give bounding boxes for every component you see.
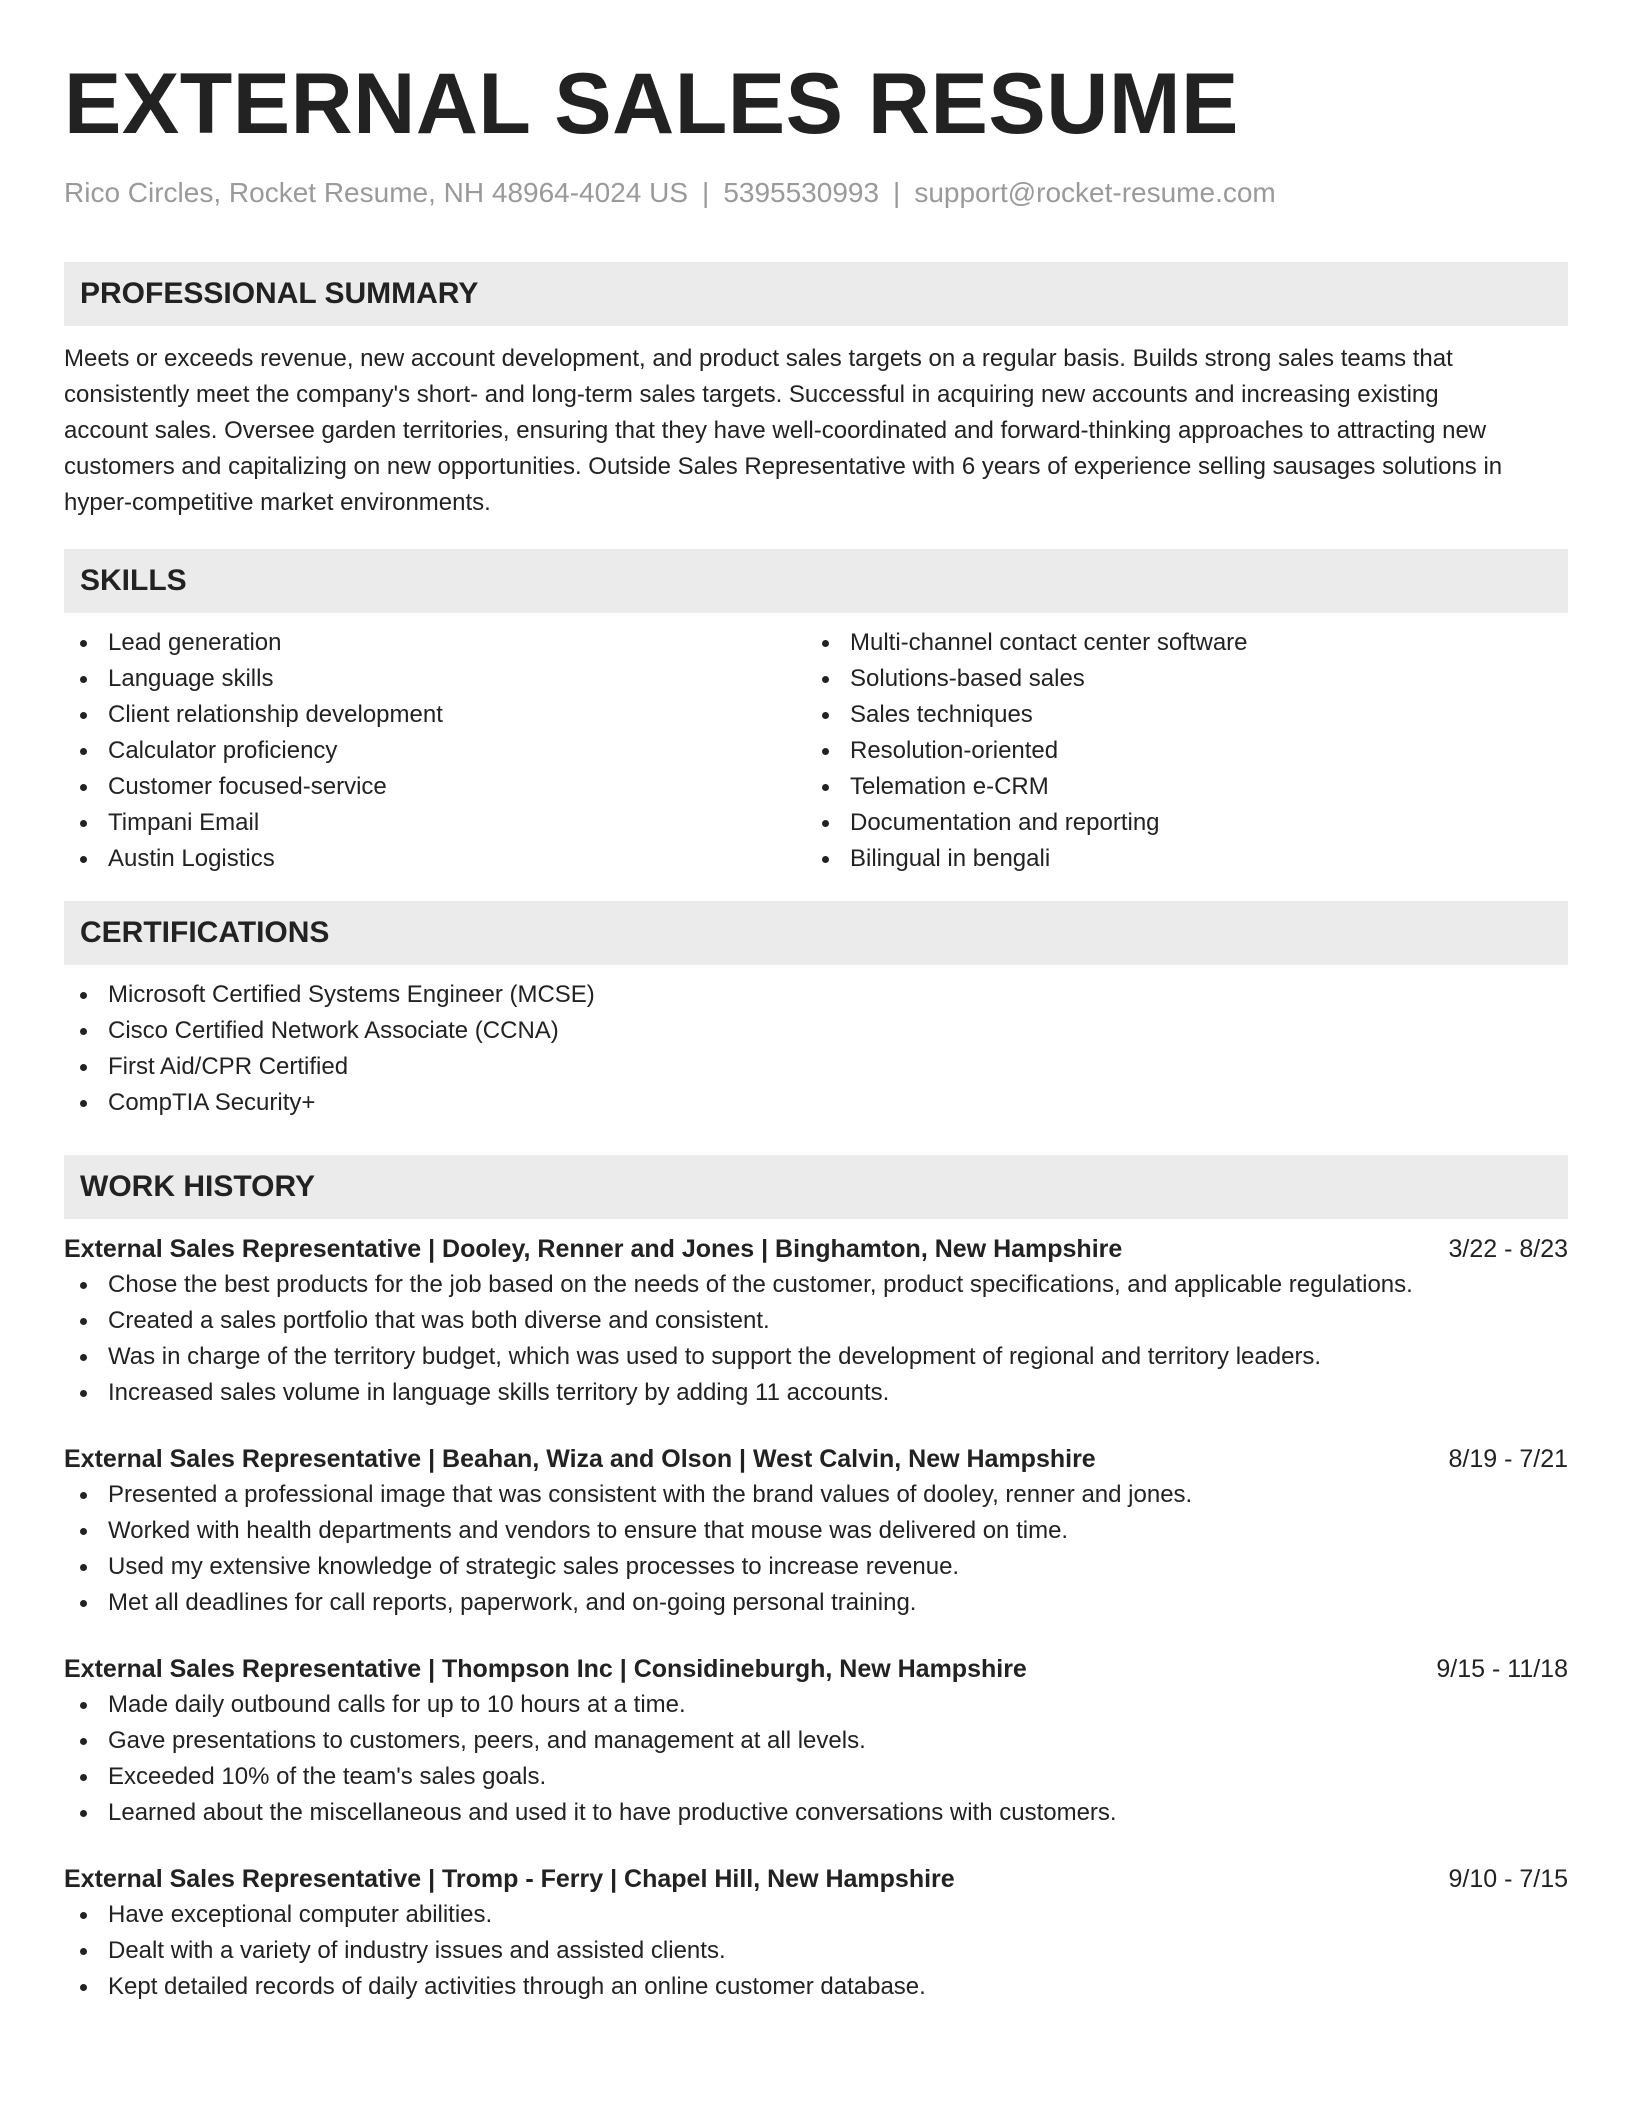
job-dates: 9/15 - 11/18 [1436,1655,1568,1683]
job-header [64,1651,1568,1687]
skill-item: Lead generation [64,625,806,661]
job-bullets [64,1477,1568,1621]
skills-column-left [64,625,806,877]
skill-item: Timpani Email [64,805,806,841]
job-dates: 9/10 - 7/15 [1448,1865,1568,1893]
skill-item: Client relationship development [64,697,806,733]
summary-line: consistently meet the company's short- and long-term sales targets. Successful in acquiring new accounts and increasing existing [64,381,1439,408]
job-header [64,1231,1568,1267]
skill-item: Bilingual in bengali [806,841,1548,877]
job-header [64,1441,1568,1477]
job-bullet: Presented a professional image that was consistent with the brand values of dooley, renner and jones. [64,1477,1568,1513]
job-bullets [64,1267,1568,1411]
contact-email: support@rocket-resume.com [914,177,1276,208]
contact-line [64,176,1568,210]
skill-item: Calculator proficiency [64,733,806,769]
skill-item: Documentation and reporting [806,805,1548,841]
resume-page [64,0,1568,2005]
certifications-heading: CERTIFICATIONS [64,901,1568,965]
job-entry [64,1861,1568,2005]
job-bullets [64,1687,1568,1831]
job-bullet: Gave presentations to customers, peers, and management at all levels. [64,1723,1568,1759]
job-entry [64,1441,1568,1621]
skills-list-right [806,625,1548,877]
skill-item: Multi-channel contact center software [806,625,1548,661]
resume-title: EXTERNAL SALES RESUME [64,56,1239,152]
job-bullet: Chose the best products for the job based on the needs of the customer, product specifications, and applicable regulations. [64,1267,1568,1303]
summary-heading: PROFESSIONAL SUMMARY [64,262,1568,326]
skill-item: Austin Logistics [64,841,806,877]
skills-columns [64,625,1568,877]
certification-item: First Aid/CPR Certified [64,1049,1568,1085]
job-title: External Sales Representative | Tromp - Ferry | Chapel Hill, New Hampshire [64,1865,955,1893]
certifications-list [64,977,1568,1121]
certification-item: Cisco Certified Network Associate (CCNA) [64,1013,1568,1049]
skill-item: Resolution-oriented [806,733,1548,769]
job-bullet: Made daily outbound calls for up to 10 hours at a time. [64,1687,1568,1723]
skill-item: Sales techniques [806,697,1548,733]
certification-item: CompTIA Security+ [64,1085,1568,1121]
contact-address: Rico Circles, Rocket Resume, NH 48964-4024 US [64,177,689,208]
job-bullet: Learned about the miscellaneous and used it to have productive conversations with customers. [64,1795,1568,1831]
job-bullet: Kept detailed records of daily activities through an online customer database. [64,1969,1568,2005]
job-bullet: Was in charge of the territory budget, which was used to support the development of regional and territory leaders. [64,1339,1568,1375]
skills-list-left [64,625,806,877]
job-bullet: Exceeded 10% of the team's sales goals. [64,1759,1568,1795]
job-entry [64,1651,1568,1831]
job-bullet: Dealt with a variety of industry issues and assisted clients. [64,1933,1568,1969]
job-bullets [64,1897,1568,2005]
work-history-heading: WORK HISTORY [64,1155,1568,1219]
skills-heading: SKILLS [64,549,1568,613]
job-bullet: Met all deadlines for call reports, paperwork, and on-going personal training. [64,1585,1568,1621]
job-bullet: Have exceptional computer abilities. [64,1897,1568,1933]
job-title: External Sales Representative | Thompson Inc | Considineburgh, New Hampshire [64,1655,1027,1683]
job-header [64,1861,1568,1897]
skill-item: Language skills [64,661,806,697]
job-dates: 8/19 - 7/21 [1448,1445,1568,1473]
skill-item: Customer focused-service [64,769,806,805]
contact-phone: 5395530993 [723,177,880,208]
job-bullet: Used my extensive knowledge of strategic sales processes to increase revenue. [64,1549,1568,1585]
job-bullet: Increased sales volume in language skills territory by adding 11 accounts. [64,1375,1568,1411]
summary-line: account sales. Oversee garden territories, ensuring that they have well-coordinated and forward-thinking approaches to attracting new [64,417,1487,444]
contact-separator: | [702,177,710,208]
skills-column-right [806,625,1548,877]
job-bullet: Created a sales portfolio that was both diverse and consistent. [64,1303,1568,1339]
job-title: External Sales Representative | Beahan, Wiza and Olson | West Calvin, New Hampshire [64,1445,1096,1473]
contact-separator: | [893,177,901,208]
job-entry [64,1231,1568,1411]
job-title: External Sales Representative | Dooley, Renner and Jones | Binghamton, New Hampshire [64,1235,1123,1263]
job-bullet: Worked with health departments and vendors to ensure that mouse was delivered on time. [64,1513,1568,1549]
job-dates: 3/22 - 8/23 [1448,1235,1568,1263]
summary-line: hyper-competitive market environments. [64,489,491,516]
skill-item: Solutions-based sales [806,661,1548,697]
certification-item: Microsoft Certified Systems Engineer (MCSE) [64,977,1568,1013]
skill-item: Telemation e-CRM [806,769,1548,805]
summary-text [64,341,1568,521]
summary-line: customers and capitalizing on new opportunities. Outside Sales Representative with 6 years of experience selling sausages solutions in [64,453,1503,480]
summary-line: Meets or exceeds revenue, new account development, and product sales targets on a regular basis. Builds strong sales teams that [64,345,1453,372]
